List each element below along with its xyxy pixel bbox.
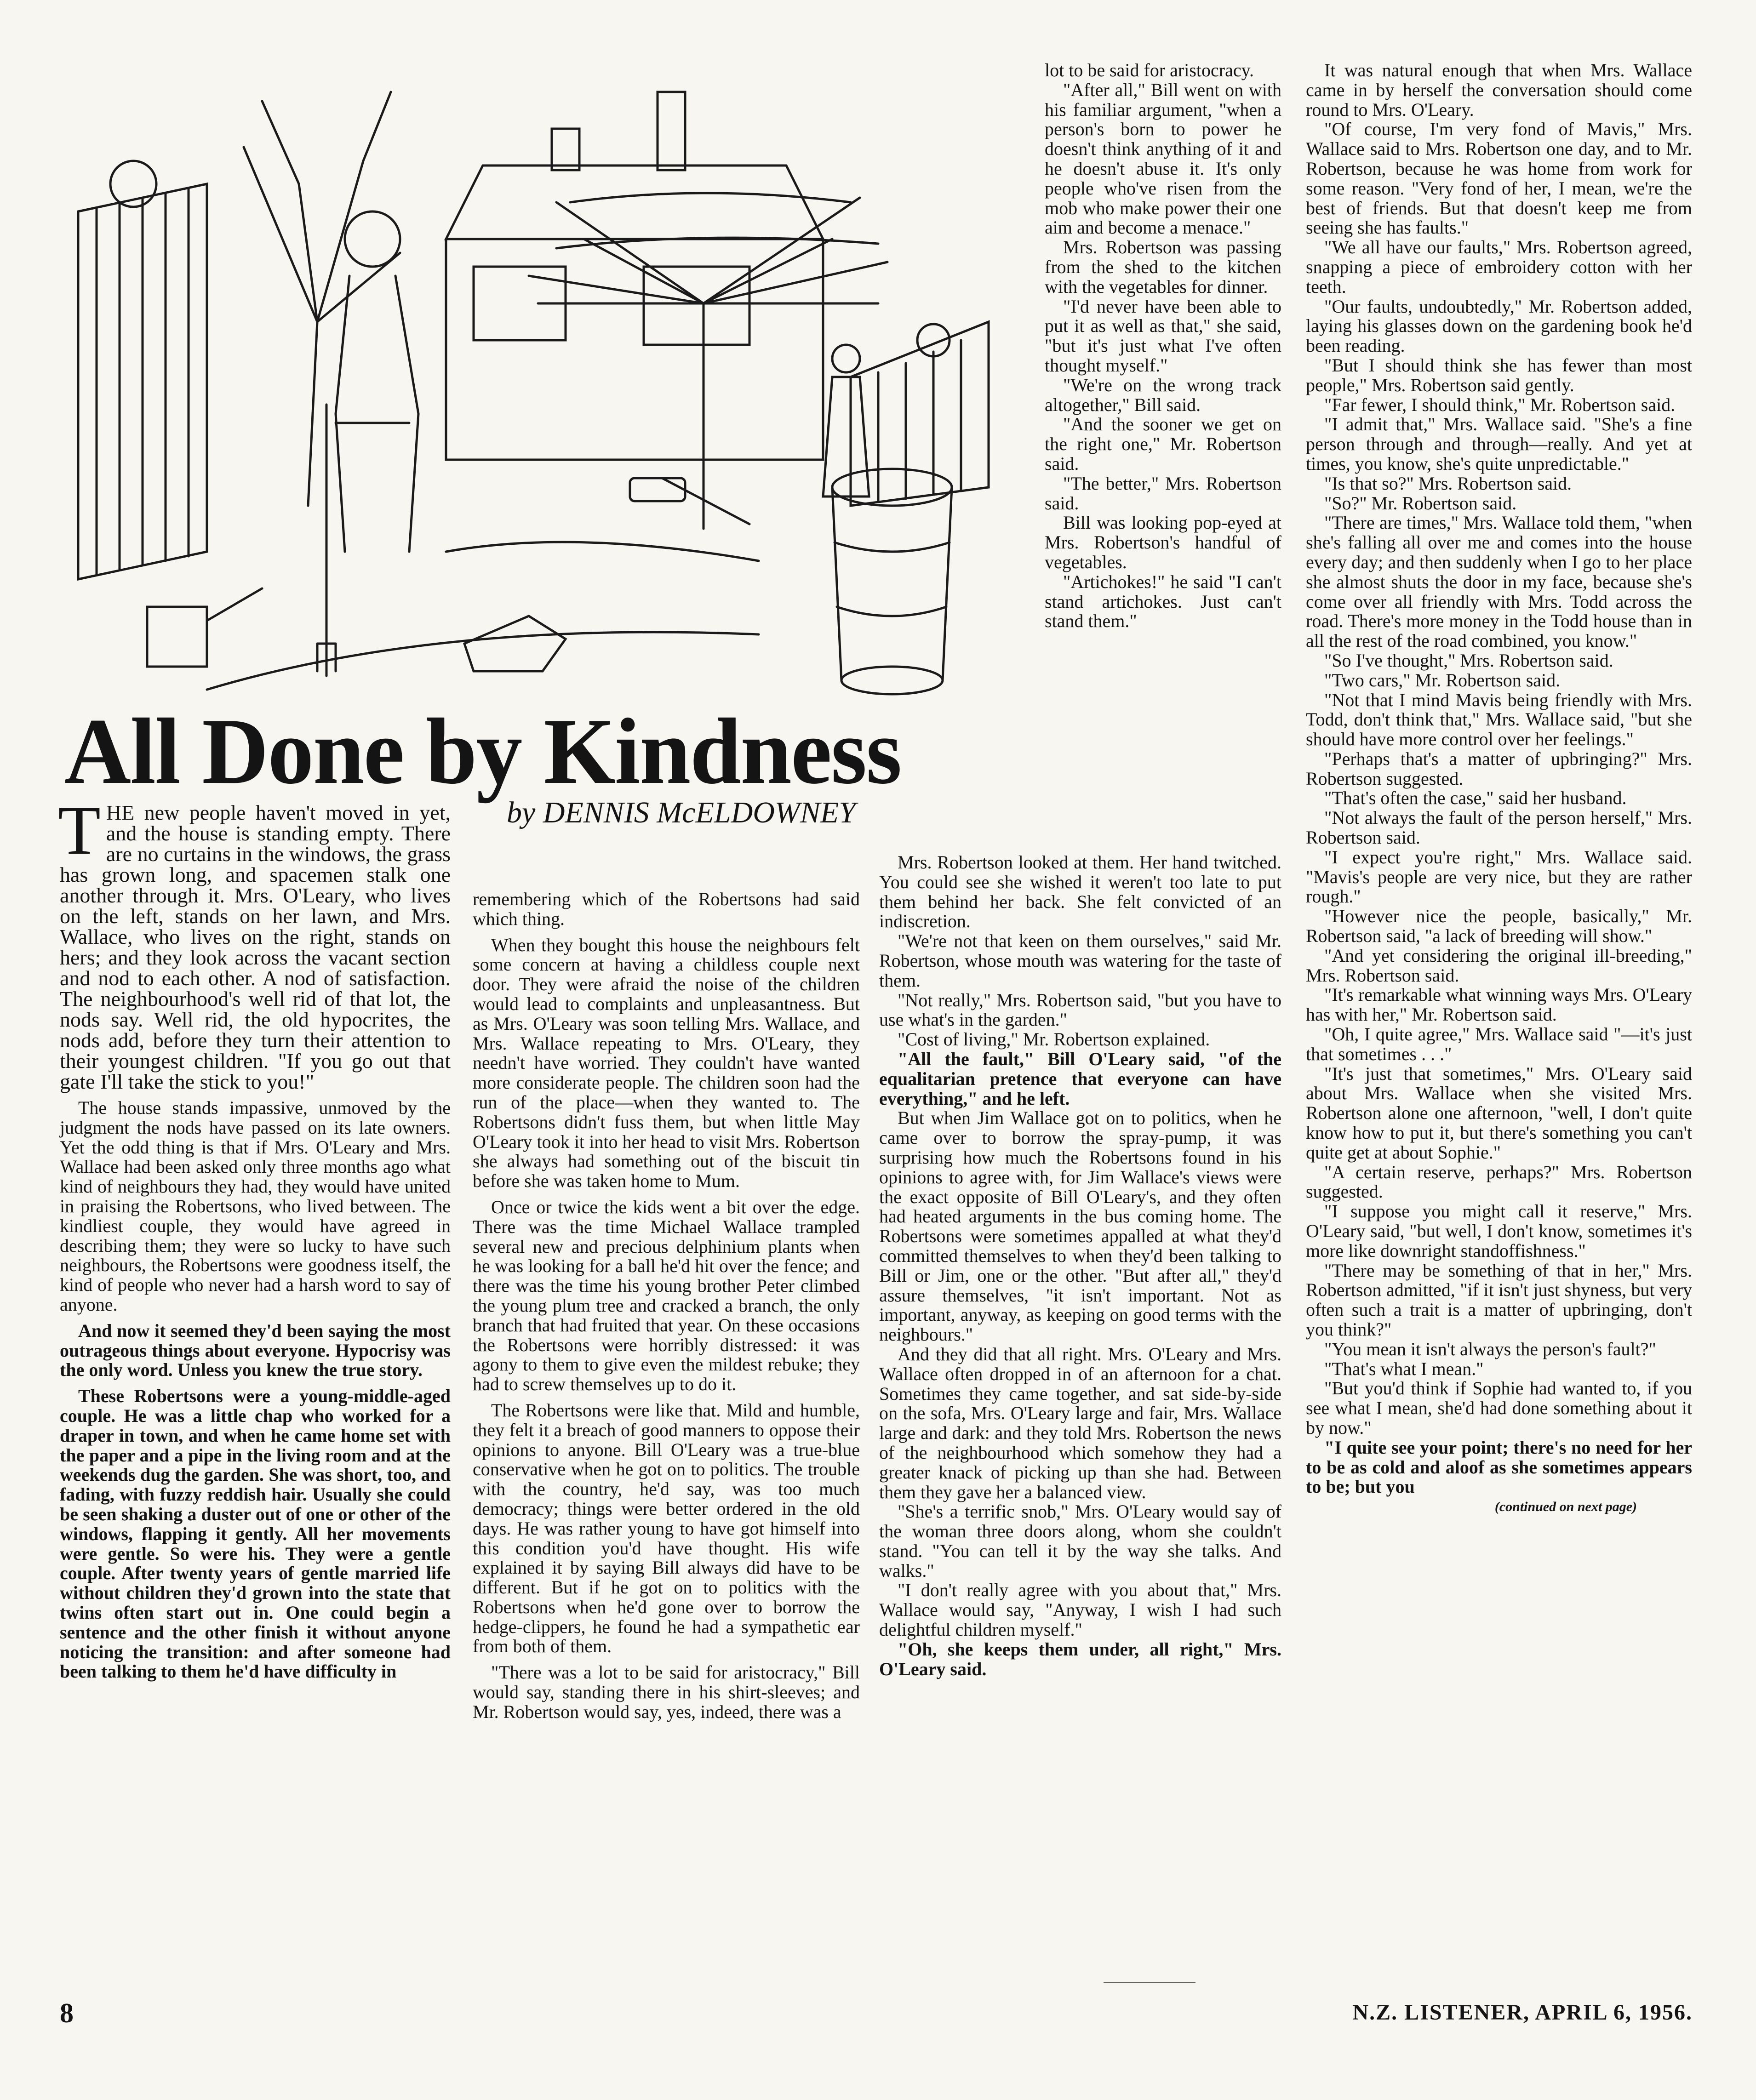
paragraph: "But you'd think if Sophie had wanted to, if you see what I mean, she'd had done something about it by now.": [1306, 1378, 1692, 1438]
paragraph: "Artichokes!" he said "I can't stand artichokes. Just can't stand them.": [1045, 571, 1281, 632]
column-end-rule: [1104, 1982, 1195, 1983]
paragraph: "All the fault," Bill O'Leary said, "of the equalitarian pretence that everyone can have everything," and he left.: [879, 1048, 1281, 1109]
paragraph: lot to be said for aristocracy.: [1045, 60, 1254, 80]
paragraph: "That's often the case," said her husband.: [1324, 788, 1627, 809]
paragraph: "I admit that," Mrs. Wallace said. "She's a fine person through and through—really. And yet at times, you know, she's quite unpredictable.": [1306, 414, 1692, 474]
column-3-bottom: [879, 853, 1281, 1679]
paragraph: "So I've thought," Mrs. Robertson said.: [1324, 650, 1613, 671]
headline: All Done by Kindness: [64, 699, 901, 804]
paragraph: "After all," Bill went on with his familiar argument, "when a person's born to power he doesn't think anything of it and he doesn't abuse it. It's only people who've risen from the mob who make power their one aim and become a menace.": [1045, 79, 1281, 238]
paragraph: These Robertsons were a young-middle-aged couple. He was a little chap who worked for a draper in town, and when he came home set with the paper and a pipe in the living room and at the weekends dug the garden. She was short, too, and fading, with fuzzy reddish hair. Usually she could be seen shaking a duster out of one or other of the windows, flapping it gently. All her movements were gentle. So were his. They were a gentle couple. After twenty years of gentle married life without children they'd grown into the state that twins often start out in. One could begin a sentence and the other finish it without anyone noticing the transition: and after someone had been talking to them he'd have difficulty in: [60, 1386, 451, 1682]
paragraph: "We're not that keen on them ourselves," said Mr. Robertson, whose mouth was watering for the taste of them.: [879, 930, 1281, 991]
paragraph: remembering which of the Robertsons had said which thing.: [473, 889, 860, 929]
paragraph: The house stands impassive, unmoved by the judgment the nods have passed on its late owners. Yet the odd thing is that if Mrs. O'Leary and Mrs. Wallace had been asked only three months ago what kind of neighbours they had, they would have united in praising the Robertsons, who lived between. The kindliest couple, they would have agreed in describing them; they were so lucky to have such neighbours, the Robertsons were goodness itself, the kind of people who never had a harsh word to say of anyone.: [60, 1097, 451, 1315]
paragraph: "She's a terrific snob," Mrs. O'Leary would say of the woman three doors along, whom she couldn't stand. "You can tell it by the way she talks. And walks.": [879, 1501, 1281, 1581]
publication-line: N.Z. LISTENER, APRIL 6, 1956.: [1352, 2000, 1693, 2025]
paragraph: "I don't really agree with you about that," Mrs. Wallace would say, "Anyway, I wish I had such delightful children myself.": [879, 1580, 1281, 1640]
paragraph: "I quite see your point; there's no need for her to be as cold and aloof as she sometimes appears to be; but you: [1306, 1437, 1692, 1497]
paragraph: "You mean it isn't always the person's fault?": [1324, 1338, 1656, 1359]
paragraph: "There are times," Mrs. Wallace told them, "when she's falling all over me and comes into the house every day; and then suddenly when I go to her place she almost shuts the door in my face, because she's come over all friendly with Mrs. Todd across the road. There's more money in the Todd house than in all the rest of the road combined, you know.": [1306, 512, 1692, 651]
opening-paragraph: [58, 792, 451, 1093]
paragraph: "It's remarkable what winning ways Mrs. O'Leary has with her," Mr. Robertson said.: [1306, 984, 1692, 1025]
column-1: [58, 792, 451, 1682]
paragraph: But when Jim Wallace got on to politics, when he came over to borrow the spray-pump, it was surprising how much the Robertsons found in his opinions to agree with, for Jim Wallace's views were the exact opposite of Bill O'Leary's, and they often had heated arguments in the bus coming home. The Robertsons were sometimes appalled at what they'd committed themselves to when they'd been talking to Bill or Jim, one or the other. "But after all," they'd assure themselves, "it isn't important. Not as important, anyway, as keeping on good terms with the neighbours.": [879, 1107, 1281, 1345]
paragraph: "That's what I mean.": [1324, 1358, 1484, 1379]
paragraph-text: HE new people haven't moved in yet, and the house is standing empty. There are no curtains in the windows, the grass has grown long, and spacemen stalk one another through it. Mrs. O'Leary, who lives on the left, stands on her lawn, and Mrs. Wallace, who lives on the right, stands on hers; and they look across the vacant section and nod to each other. A nod of satisfaction. The neighbourhood's well rid of that lot, the nods say. Well rid, the old hypocrites, the nods add, before they turn their attention to their youngest children. "If you go out that gate I'll take the stick to you!": [60, 801, 451, 1093]
paragraph: "Two cars," Mr. Robertson said.: [1324, 669, 1561, 690]
paragraph: The Robertsons were like that. Mild and humble, they felt it a breach of good manners to oppose their opinions to anyone. Bill O'Leary was a true-blue conservative when he got on to politics. The trouble with the country, he'd say, was too much democracy; things were better ordered in the old days. He was rather young to have got himself into this condition you'd have thought. His wife explained it by saying Bill always did have to be different. But if he got on to politics with the Robertsons when he'd gone over to borrow the hedge-clippers, he found he had a sympathetic ear from both of them.: [473, 1399, 860, 1657]
paragraph: "Oh, I quite agree," Mrs. Wallace said "—it's just that sometimes . . .": [1306, 1024, 1692, 1064]
byline: by DENNIS McELDOWNEY: [507, 796, 856, 829]
paragraph: Mrs. Robertson looked at them. Her hand twitched. You could see she wished it weren't too late to put them behind her back. She felt convicted of an indiscretion.: [879, 852, 1281, 932]
paragraph: "I suppose you might call it reserve," Mrs. O'Leary said, "but well, I don't know, sometimes it's more like downright standoffishness.": [1306, 1201, 1692, 1261]
column-2: [473, 890, 860, 1722]
paragraph: "We all have our faults," Mrs. Robertson agreed, snapping a piece of embroidery cotton with her teeth.: [1306, 237, 1692, 297]
paragraph: "Far fewer, I should think," Mr. Robertson said.: [1324, 394, 1676, 415]
drop-cap: T: [58, 792, 101, 869]
continued-note: (continued on next page): [1494, 1499, 1637, 1515]
paragraph: "And yet considering the original ill-breeding," Mrs. Robertson said.: [1306, 945, 1692, 986]
paragraph: "Not always the fault of the person herself," Mrs. Robertson said.: [1306, 807, 1692, 848]
paragraph: "The better," Mrs. Robertson said.: [1045, 473, 1281, 514]
paragraph: "A certain reserve, perhaps?" Mrs. Robertson suggested.: [1306, 1161, 1692, 1202]
paragraph: "It's just that sometimes," Mrs. O'Leary said about Mrs. Wallace when she visited Mrs. Robertson alone one afternoon, "well, I don't quite know how to put it, but there's something you can't quite get at about Sophie.": [1306, 1063, 1692, 1163]
paragraph: Once or twice the kids went a bit over the edge. There was the time Michael Wallace trampled several new and precious delphinium plants when he was looking for a ball he'd hit over the fence; and there was the time his young brother Peter climbed the young plum tree and cracked a branch, the only branch that had fruited that year. On these occasions the Robertsons were horribly distressed: it was agony to them to give even the mildest rebuke; they had to screw themselves up to do it.: [473, 1196, 860, 1395]
paragraph: "However nice the people, basically," Mr. Robertson said, "a lack of breeding will show.": [1306, 906, 1692, 947]
paragraph: "I expect you're right," Mrs. Wallace said. "Mavis's people are very nice, but they are rather rough.": [1306, 846, 1692, 907]
paragraph: "Not that I mind Mavis being friendly with Mrs. Todd, don't think that," Mrs. Wallace said, "but she should have more control over her feelings.": [1306, 689, 1692, 750]
paragraph: "And the sooner we get on the right one," Mr. Robertson said.: [1045, 414, 1281, 474]
paragraph: "But I should think she has fewer than most people," Mrs. Robertson said gently.: [1306, 354, 1692, 395]
paragraph: It was natural enough that when Mrs. Wallace came in by herself the conversation should come round to Mrs. O'Leary.: [1306, 60, 1692, 120]
paragraph: "I'd never have been able to put it as well as that," she said, "but it's just what I've often thought myself.": [1045, 296, 1281, 376]
paragraph: "So?" Mr. Robertson said.: [1324, 492, 1517, 514]
paragraph: "Perhaps that's a matter of upbringing?" Mrs. Robertson suggested.: [1306, 748, 1692, 789]
paragraph: Mrs. Robertson was passing from the shed to the kitchen with the vegetables for dinner.: [1045, 237, 1281, 297]
page-number: 8: [60, 1998, 74, 2028]
column-4: [1306, 61, 1692, 1515]
paragraph: "Of course, I'm very fond of Mavis," Mrs. Wallace said to Mrs. Robertson one day, and to Mr. Robertson, because he was home from work for some reason. "Very fond of her, I mean, we're the best of friends. But that doesn't keep me from seeing she has faults.": [1306, 119, 1692, 238]
paragraph: When they bought this house the neighbours felt some concern at having a childless couple next door. They were afraid the noise of the children would lead to complaints and unpleasantness. But as Mrs. O'Leary was soon telling Mrs. Wallace, and Mrs. Wallace repeating to Mrs. O'Leary, they needn't have worried. They couldn't have wanted more considerate people. The children soon had the run of the place—when they wanted to. The Robertsons didn't fuss them, but when little May O'Leary took it into her head to visit Mrs. Robertson she always had something out of the biscuit tin before she was taken home to Mum.: [473, 934, 860, 1192]
paragraph: "Not really," Mrs. Robertson said, "but you have to use what's in the garden.": [879, 989, 1281, 1030]
paragraph: And they did that all right. Mrs. O'Leary and Mrs. Wallace often dropped in of an afternoon for a chat. Sometimes they came together, and sat side-by-side on the sofa, Mrs. O'Leary large and fair, Mrs. Wallace large and dark: and they told Mrs. Robertson the news of the neighbourhood which somehow they had a greater knack of picking up than she had. Between them they gave her a balanced view.: [879, 1343, 1281, 1502]
paragraph: "There may be something of that in her," Mrs. Robertson admitted, "if it isn't just shyness, but very often such a trait is a matter of upbringing, don't you think?": [1306, 1260, 1692, 1340]
paragraph: "Oh, she keeps them under, all right," Mrs. O'Leary said.: [879, 1638, 1281, 1679]
paragraph: "Is that so?" Mrs. Robertson said.: [1324, 473, 1572, 494]
paragraph: Bill was looking pop-eyed at Mrs. Robertson's handful of vegetables.: [1045, 512, 1281, 572]
column-3-top: [1045, 61, 1281, 631]
paragraph: "Cost of living," Mr. Robertson explained.: [898, 1029, 1210, 1050]
story-illustration: [69, 46, 998, 708]
paragraph: "There was a lot to be said for aristocracy," Bill would say, standing there in his shirt-sleeves; and Mr. Robertson would say, yes, indeed, there was a: [473, 1662, 860, 1722]
paragraph: "We're on the wrong track altogether," Bill said.: [1045, 374, 1281, 415]
paragraph: And now it seemed they'd been saying the most outrageous things about everyone. Hypocrisy was the only word. Unless you knew the true story.: [60, 1320, 451, 1381]
paragraph: "Our faults, undoubtedly," Mr. Robertson added, laying his glasses down on the gardening book he'd been reading.: [1306, 296, 1692, 356]
